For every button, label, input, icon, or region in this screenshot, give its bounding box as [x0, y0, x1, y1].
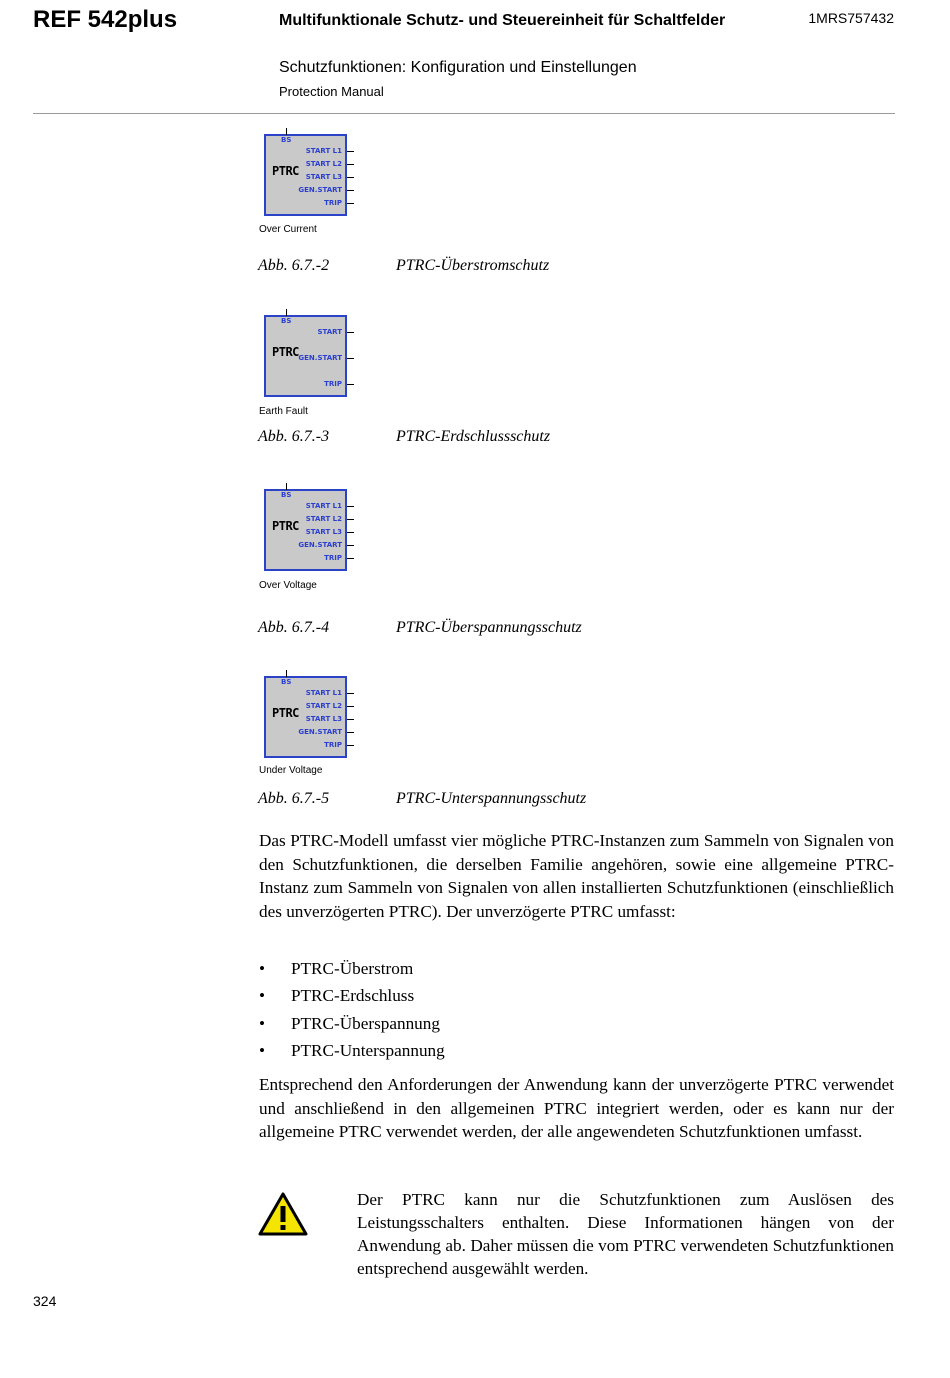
list-item-text: PTRC-Überspannung	[291, 1014, 440, 1033]
bullet-dot: •	[259, 1041, 266, 1060]
output-pin	[347, 693, 354, 694]
document-id: 1MRS757432	[808, 10, 894, 26]
block-label: Earth Fault	[259, 406, 308, 417]
figure-caption: PTRC-Erdschlussschutz	[396, 428, 551, 445]
figure-caption: PTRC-Überstromschutz	[396, 257, 550, 274]
output-pin	[347, 190, 354, 191]
output-label: GEN.START	[298, 186, 342, 194]
ptrc-block-earth-fault	[264, 315, 347, 397]
block-label: Over Voltage	[259, 580, 317, 591]
ptrc-block-over-current	[264, 134, 347, 216]
figure-caption: PTRC-Überspannungsschutz	[396, 619, 582, 636]
block-name: PTRC	[272, 519, 299, 533]
bs-pin	[286, 483, 287, 490]
output-label: START L2	[305, 515, 342, 523]
document-title: Multifunktionale Schutz- und Steuereinheit für Schaltfelder	[279, 12, 726, 29]
list-item-text: PTRC-Unterspannung	[291, 1041, 445, 1060]
bs-label: BS	[281, 136, 292, 144]
block-name: PTRC	[272, 164, 299, 178]
output-label: TRIP	[324, 199, 342, 207]
paragraph: Entsprechend den Anforderungen der Anwendung kann der unverzögerte PTRC verwendet und anschließend in den allgemeinen PTRC integriert werden, oder es kann nur der allgemeine PTRC verwendet werden, der alle angewendeten Schutzfunktionen umfasst.	[259, 1075, 894, 1141]
output-label: START L2	[305, 160, 342, 168]
output-label: START L2	[305, 702, 342, 710]
output-label: START L1	[305, 689, 342, 697]
header-divider	[33, 113, 895, 114]
bullet-dot: •	[259, 986, 266, 1005]
figure-number: Abb. 6.7.-3	[258, 428, 330, 445]
manual-name: Protection Manual	[279, 84, 384, 99]
output-label: START L3	[305, 173, 342, 181]
output-pin	[347, 151, 354, 152]
output-pin	[347, 203, 354, 204]
ptrc-block-under-voltage	[264, 676, 347, 758]
figure-number: Abb. 6.7.-2	[258, 257, 330, 274]
figure-number: Abb. 6.7.-4	[258, 619, 330, 636]
output-pin	[347, 532, 354, 533]
output-pin	[347, 706, 354, 707]
document-subtitle: Schutzfunktionen: Konfiguration und Einstellungen	[279, 59, 637, 76]
figure-caption: PTRC-Unterspannungsschutz	[396, 790, 587, 807]
output-label: TRIP	[324, 741, 342, 749]
output-label: START	[317, 328, 342, 336]
output-pin	[347, 177, 354, 178]
bs-label: BS	[281, 678, 292, 686]
output-label: GEN.START	[298, 354, 342, 362]
output-label: START L3	[305, 528, 342, 536]
paragraph: Das PTRC-Modell umfasst vier mögliche PTRC-Instanzen zum Sammeln von Signalen von den Schutzfunktionen, die derselben Familie angehören, sowie eine allgemeine PTRC-Instanz zum Sammeln von Signalen von allen installierten Schutzfunktionen (einschließlich des unverzögerten PTRC). Der unverzögerte PTRC umfasst:	[259, 831, 894, 921]
bs-pin	[286, 128, 287, 135]
output-label: GEN.START	[298, 728, 342, 736]
list-item-text: PTRC-Erdschluss	[291, 986, 415, 1005]
figure-number: Abb. 6.7.-5	[258, 790, 330, 807]
output-pin	[347, 506, 354, 507]
output-label: GEN.START	[298, 541, 342, 549]
output-label: TRIP	[324, 554, 342, 562]
warning-note: Der PTRC kann nur die Schutzfunktionen zum Auslösen des Leistungsschalters enthalten. Diese Informationen hängen von der Anwendung ab. Daher müssen die vom PTRC verwendeten Schutzfunktionen entsprechend ausgewählt werden.	[357, 1190, 894, 1278]
output-label: START L1	[305, 147, 342, 155]
output-label: START L1	[305, 502, 342, 510]
output-pin	[347, 332, 354, 333]
bs-pin	[286, 309, 287, 316]
bs-label: BS	[281, 491, 292, 499]
output-pin	[347, 558, 354, 559]
bs-label: BS	[281, 317, 292, 325]
block-label: Under Voltage	[259, 765, 323, 776]
ptrc-block-over-voltage	[264, 489, 347, 571]
page-number: 324	[33, 1293, 57, 1309]
output-pin	[347, 164, 354, 165]
output-label: START L3	[305, 715, 342, 723]
block-label: Over Current	[259, 224, 317, 235]
output-pin	[347, 732, 354, 733]
list-item-text: PTRC-Überstrom	[291, 959, 414, 978]
block-name: PTRC	[272, 706, 299, 720]
output-pin	[347, 545, 354, 546]
bullet-dot: •	[259, 959, 266, 978]
output-pin	[347, 384, 354, 385]
bullet-dot: •	[259, 1014, 266, 1033]
output-label: TRIP	[324, 380, 342, 388]
warning-icon	[258, 1192, 308, 1236]
bs-pin	[286, 670, 287, 677]
output-pin	[347, 745, 354, 746]
product-title: REF 542plus	[33, 6, 178, 33]
output-pin	[347, 719, 354, 720]
output-pin	[347, 519, 354, 520]
block-name: PTRC	[272, 345, 299, 359]
output-pin	[347, 358, 354, 359]
